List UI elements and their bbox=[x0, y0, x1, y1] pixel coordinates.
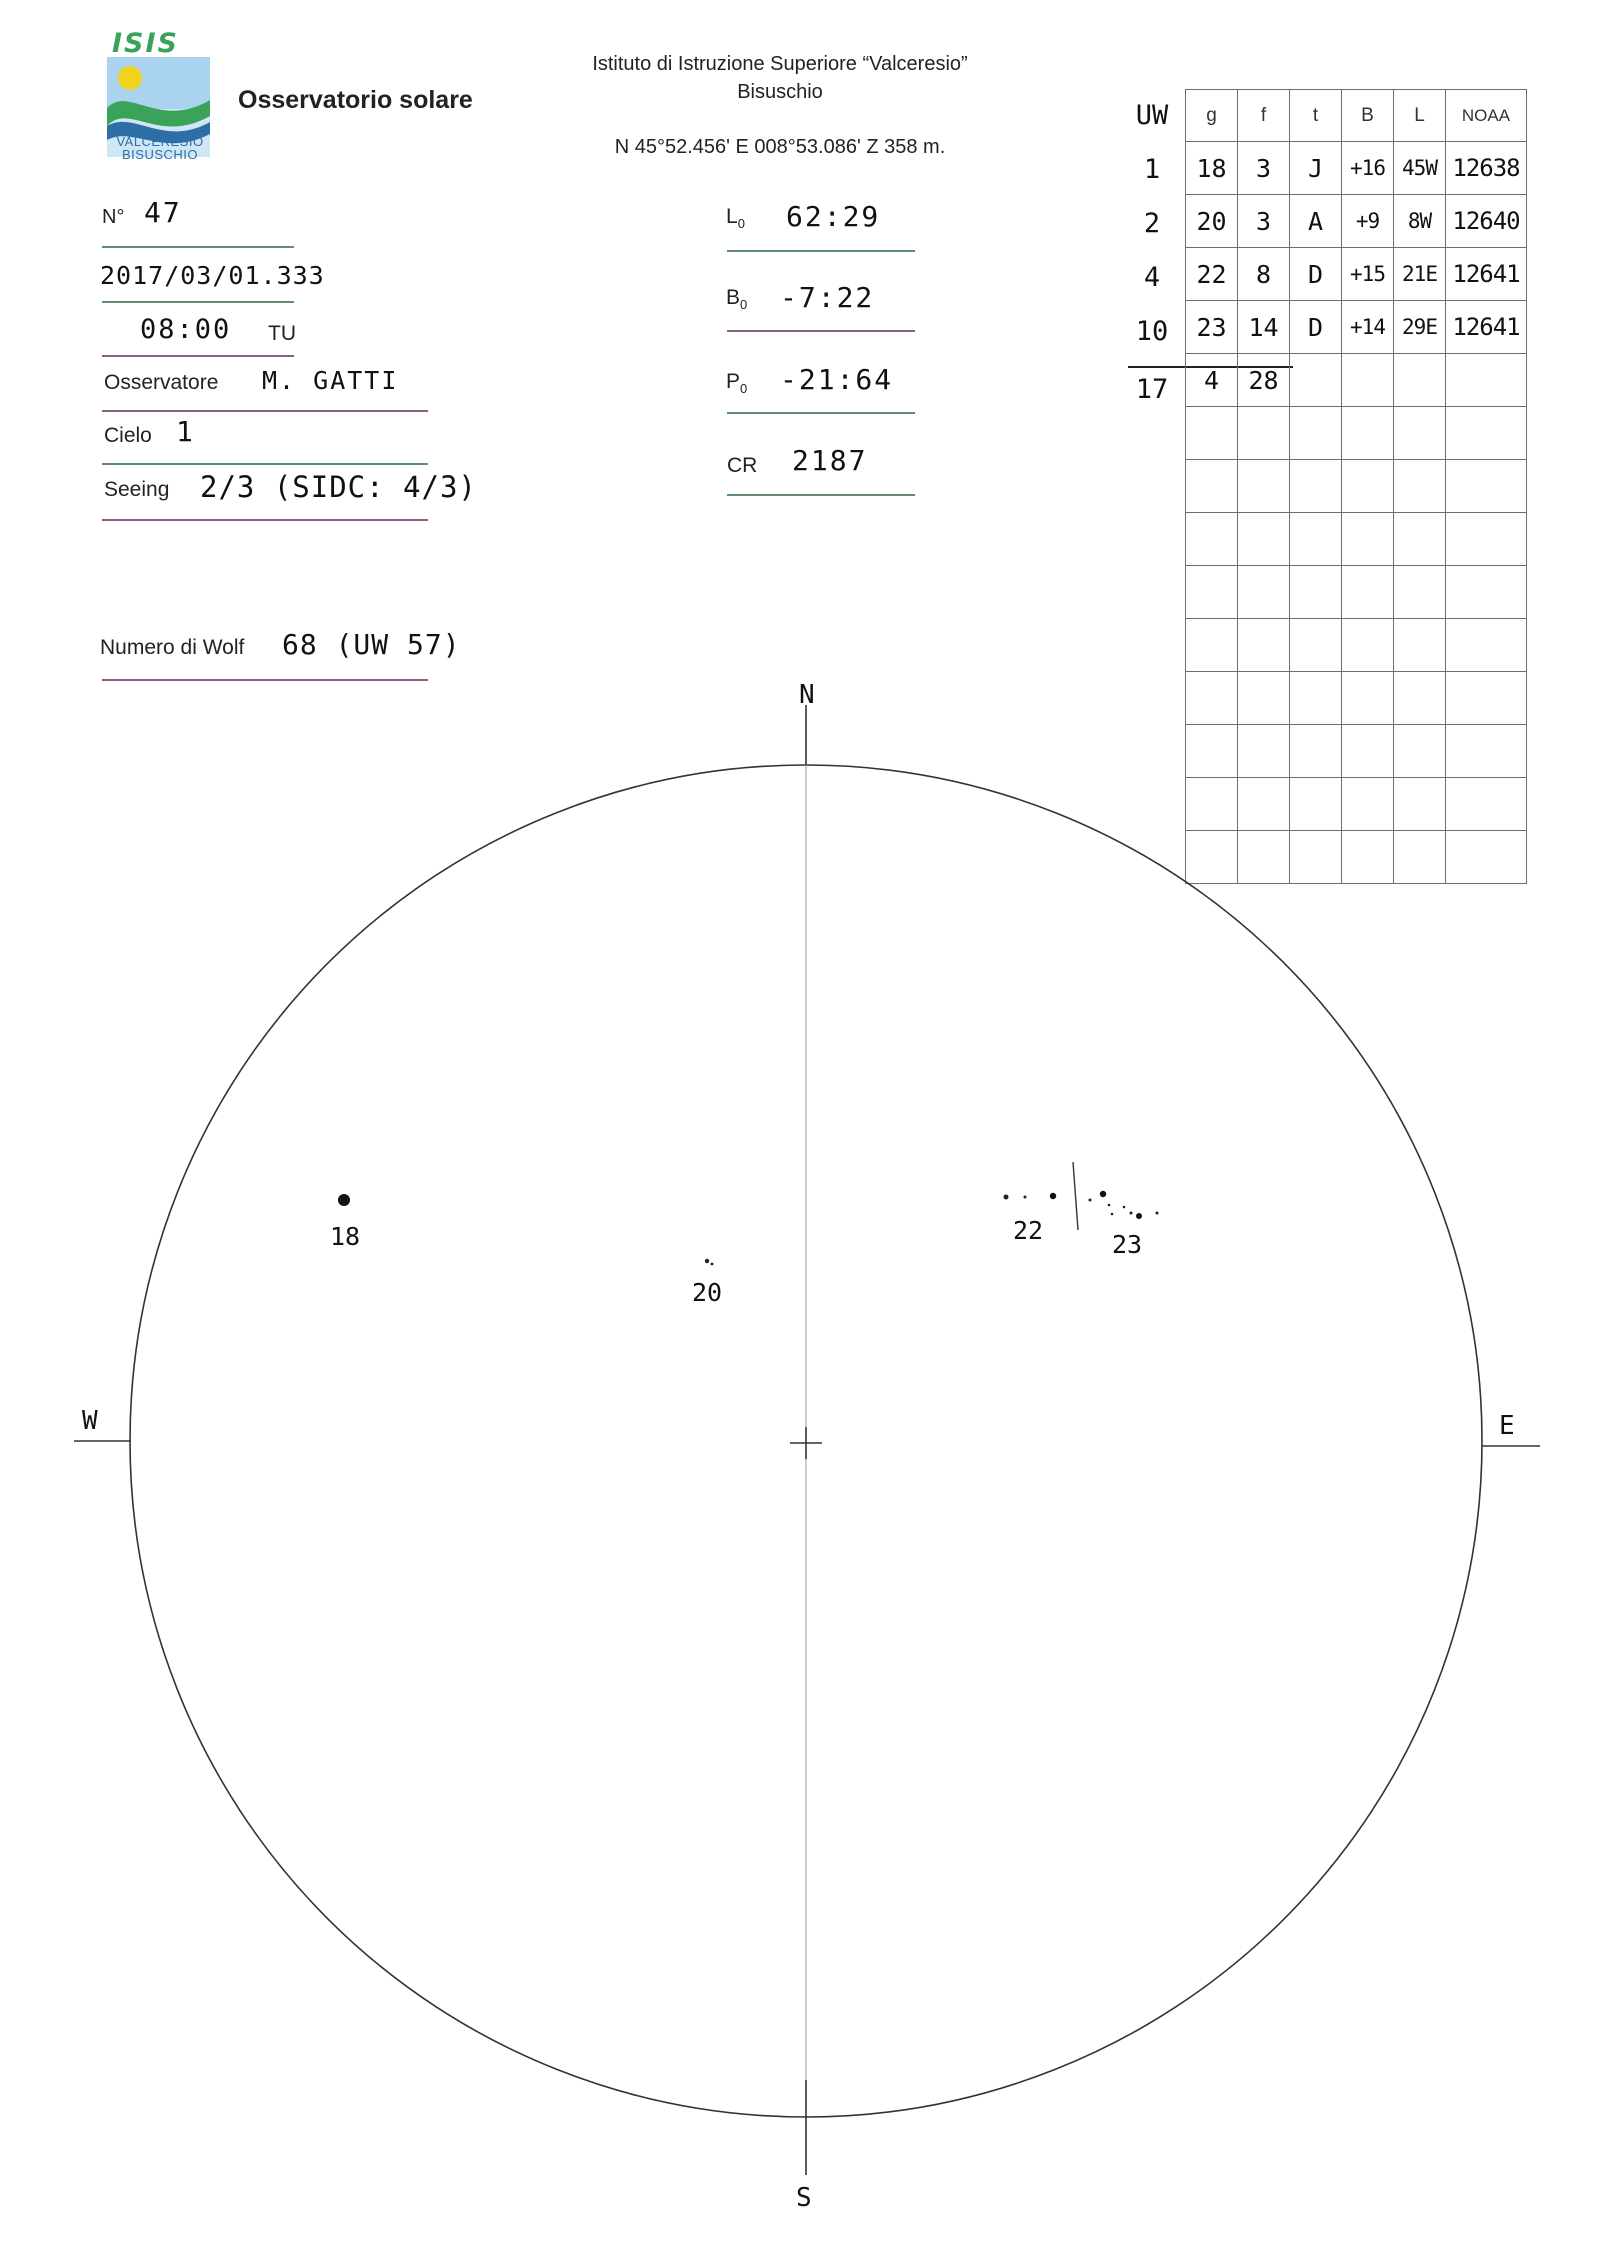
observer-name: M. GATTI bbox=[262, 366, 399, 395]
cell-noaa: 12641 bbox=[1446, 301, 1527, 354]
east-label: E bbox=[1499, 1411, 1515, 1441]
cell-b: +16 bbox=[1342, 142, 1394, 195]
header-l: L bbox=[1394, 90, 1446, 142]
institute-town: Bisuschio bbox=[737, 81, 823, 103]
sunspot-group-20 bbox=[705, 1259, 709, 1263]
header-b: B bbox=[1342, 90, 1394, 142]
sunspot-group-22 bbox=[1050, 1193, 1056, 1199]
group-label-23: 23 bbox=[1112, 1230, 1143, 1259]
seeing-label: Seeing bbox=[104, 478, 170, 501]
north-label: N bbox=[799, 680, 815, 710]
cell-g: 18 bbox=[1186, 142, 1238, 195]
cell-l: 29E bbox=[1394, 301, 1446, 354]
logo-subtitle-line1: VALCERESIO bbox=[116, 134, 204, 149]
b0-label: $B_0$ bbox=[726, 286, 748, 313]
wolf-number-label: Numero di Wolf bbox=[100, 636, 245, 659]
time-unit: TU bbox=[268, 322, 296, 345]
uw-value: 1 bbox=[1143, 154, 1161, 185]
cell-f-total: 28 bbox=[1238, 354, 1290, 407]
observation-date: 2017/03/01.333 bbox=[100, 261, 325, 290]
observer-label: Osservatore bbox=[104, 371, 219, 394]
cell-b: +9 bbox=[1342, 195, 1394, 248]
sky-label: Cielo bbox=[104, 424, 152, 447]
cell-l: 21E bbox=[1394, 248, 1446, 301]
observation-time: 08:00 bbox=[140, 314, 232, 345]
logo-subtitle-line2: BISUSCHIO bbox=[121, 147, 198, 162]
west-label: W bbox=[82, 1406, 98, 1436]
cr-value: 2187 bbox=[792, 444, 868, 477]
l0-value: 62:29 bbox=[786, 200, 881, 233]
institute-name: Istituto di Istruzione Superiore “Valceresio” bbox=[592, 53, 968, 75]
cell-f: 8 bbox=[1238, 248, 1290, 301]
cell-t: J bbox=[1290, 142, 1342, 195]
cell-b: +15 bbox=[1342, 248, 1394, 301]
cell-g-total: 4 bbox=[1186, 354, 1238, 407]
sunspot-group-23 bbox=[1123, 1206, 1126, 1209]
header-t: t bbox=[1290, 90, 1342, 142]
cell-f: 3 bbox=[1238, 195, 1290, 248]
sunspot-group-23 bbox=[1108, 1204, 1111, 1207]
cell-t: D bbox=[1290, 301, 1342, 354]
cell-noaa: 12638 bbox=[1446, 142, 1527, 195]
header-noaa: NOAA bbox=[1446, 90, 1527, 142]
cell-l: 8W bbox=[1394, 195, 1446, 248]
sunspot-group-23 bbox=[1156, 1212, 1159, 1215]
observatory-title: Osservatorio solare bbox=[238, 86, 473, 114]
record-number: 47 bbox=[144, 196, 182, 229]
l0-label: $L_0$ bbox=[726, 205, 745, 232]
cell-f: 3 bbox=[1238, 142, 1290, 195]
site-coordinates: N 45°52.456' E 008°53.086' Z 358 m. bbox=[614, 136, 946, 158]
sunspot-group-23 bbox=[1136, 1213, 1142, 1219]
group-label-22: 22 bbox=[1013, 1216, 1044, 1245]
uw-value: 4 bbox=[1143, 262, 1161, 293]
cr-label: CR bbox=[727, 454, 758, 477]
uw-column-header: UW bbox=[1135, 100, 1169, 131]
cell-noaa: 12641 bbox=[1446, 248, 1527, 301]
cell-noaa: 12640 bbox=[1446, 195, 1527, 248]
header-g: g bbox=[1186, 90, 1238, 142]
sunspot-group-18 bbox=[338, 1194, 350, 1206]
seeing-value: 2/3 (SIDC: 4/3) bbox=[200, 470, 477, 504]
logo-wordmark: ISIS bbox=[112, 28, 179, 59]
sunspot-group-23 bbox=[1100, 1191, 1106, 1197]
sunspot-group-23 bbox=[1111, 1213, 1114, 1216]
sunspot-group-22 bbox=[1024, 1196, 1027, 1199]
cell-t: D bbox=[1290, 248, 1342, 301]
cell-t: A bbox=[1290, 195, 1342, 248]
header-f: f bbox=[1238, 90, 1290, 142]
p0-value: -21:64 bbox=[780, 363, 894, 396]
cell-g: 23 bbox=[1186, 301, 1238, 354]
wolf-number-value: 68 (UW 57) bbox=[282, 628, 461, 661]
b0-value: -7:22 bbox=[780, 281, 875, 314]
group-label-18: 18 bbox=[330, 1222, 361, 1251]
p0-label: $P_0$ bbox=[726, 370, 748, 397]
sky-value: 1 bbox=[176, 415, 195, 448]
cell-g: 22 bbox=[1186, 248, 1238, 301]
south-label: S bbox=[796, 2183, 812, 2213]
cell-b: +14 bbox=[1342, 301, 1394, 354]
sunspot-group-23 bbox=[1130, 1212, 1133, 1215]
uw-value: 10 bbox=[1135, 316, 1169, 347]
group-label-20: 20 bbox=[692, 1278, 723, 1307]
sunspot-group-20 bbox=[711, 1263, 714, 1266]
cell-g: 20 bbox=[1186, 195, 1238, 248]
uw-value: 2 bbox=[1143, 208, 1161, 239]
cell-f: 14 bbox=[1238, 301, 1290, 354]
number-label: N° bbox=[102, 206, 125, 228]
group-separator-mark bbox=[1073, 1162, 1078, 1230]
cell-l: 45W bbox=[1394, 142, 1446, 195]
sunspot-group-22 bbox=[1004, 1195, 1009, 1200]
uw-total: 17 bbox=[1135, 374, 1169, 405]
sunspot-group-23 bbox=[1089, 1199, 1092, 1202]
